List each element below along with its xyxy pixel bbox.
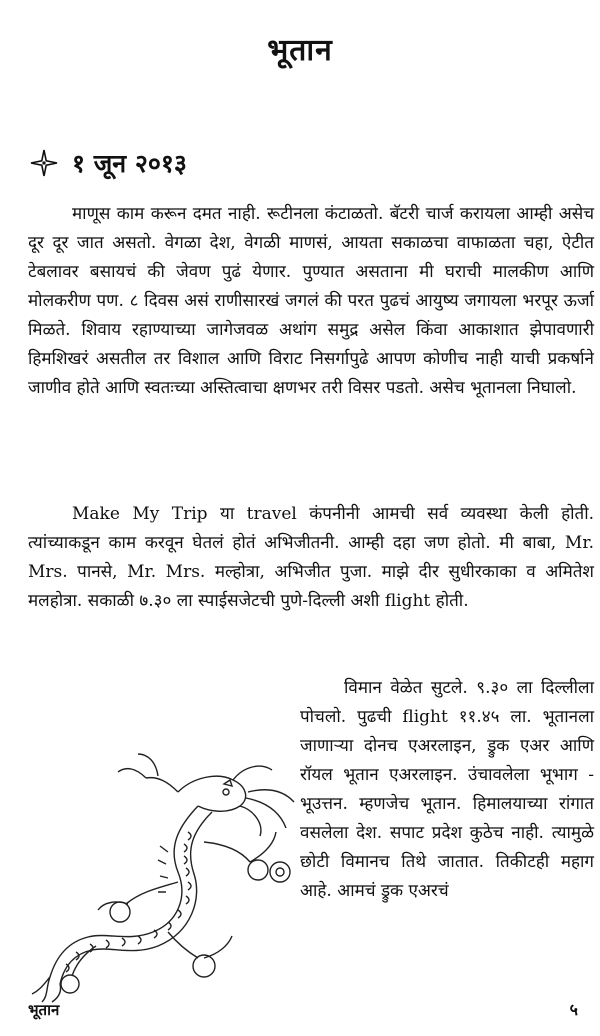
footer-book-title: भूतान	[28, 1001, 60, 1019]
paragraph-2	[28, 500, 594, 616]
paragraph-1	[28, 200, 594, 403]
page-title: भूतान	[267, 33, 333, 68]
dragon-illustration	[28, 732, 300, 1012]
dragon-icon	[28, 732, 300, 1004]
date-heading-text: १ जून २०१३	[72, 149, 187, 178]
page-number: ५	[569, 1000, 578, 1019]
date-heading	[30, 146, 187, 180]
paragraph-2-text: Make My Trip या travel कंपनीनी आमची सर्व व्यवस्था केली होती. त्यांच्याकडून काम करवून घेतलं होतं अभिजीतनी. आम्ही दहा जण होतो. मी बाबा, Mr. Mrs. पानसे, Mr. Mrs. मल्होत्रा, अभिजीत पुजा. माझे दीर सुधीरकाका व अमितेश मलहोत्रा. सकाळी ७.३० ला स्पाईसजेटची पुणे-दिल्ली अशी flight होती.	[28, 504, 594, 611]
paragraph-1-text: माणूस काम करून दमत नाही. रूटीनला कंटाळतो. बॅटरी चार्ज करायला आम्ही असेच दूर दूर जात असतो. वेगळा देश, वेगळी माणसं, आयता सकाळचा वाफाळता चहा, ऐटीत टेबलावर बसायचं की जेवण पुढं येणार. पुण्यात असताना मी घराची मालकीण आणि मोलकरीण पण. ८ दिवस असं राणीसारखं जगलं की परत पुढचं आयुष्य जगायला भरपूर ऊर्जा मिळते. शिवाय रहाण्याच्या जागेजवळ अथांग समुद्र असेल किंवा आकाशात झेपावणारी हिमशिखरं असतील तर विशाल आणि विराट निसर्गापुढे आपण कोणीच नाही याची प्रकर्षाने जाणीव होते आणि स्वतःच्या अस्तित्वाचा क्षणभर तरी विसर पडतो. असेच भूतानला निघालो.	[28, 204, 594, 398]
paragraph-3-text: विमान वेळेत सुटले. ९.३० ला दिल्लीला पोचलो. पुढची flight ११.४५ ला. भूतानला जाणाऱ्या दोनच एअरलाइन, ड्रुक एअर आणि रॉयल भूतान एअरलाइन. उंचावलेला भूभाग - भूउत्तन. म्हणजेच भूतान. हिमालयाच्या रांगात वसलेला देश. सपाट प्रदेश कुठेच नाही. त्यामुळे छोटी विमानच तिथे जातात. तिकीटही महाग आहे. आमचं ड्रुक एअरचं	[300, 678, 594, 901]
paragraph-3	[28, 674, 594, 1012]
four-point-star-icon	[30, 149, 58, 177]
